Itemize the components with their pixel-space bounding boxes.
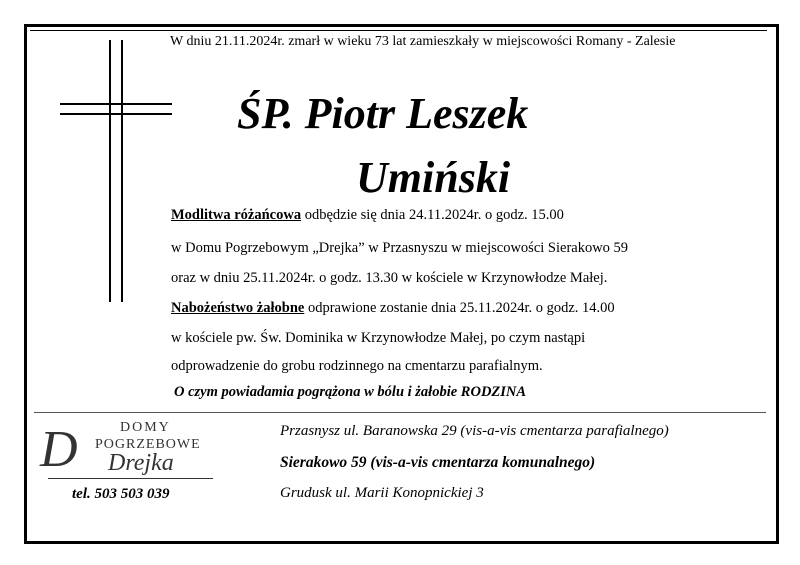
phone-number: tel. 503 503 039 [72,486,170,502]
rosary-heading: Modlitwa różańcowa [171,207,302,223]
body-line-6: odprowadzenie do grobu rodzinnego na cmentarzu parafialnym. [171,358,543,374]
service-heading: Nabożeństwo żałobne [171,300,305,316]
closing-line: O czym powiadamia pogrążona w bólu i żałobie RODZINA [174,384,527,400]
funeral-home-logo [40,418,220,488]
service-text: odprawione zostanie dnia 25.11.2024r. o godz. 14.00 [304,300,615,316]
logo-line-domy: DOMY [120,420,171,435]
death-notice-line: W dniu 21.11.2024r. zmarł w wieku 73 lat zamieszkały w miejscowości Romany - Zalesie [170,34,676,49]
deceased-name-line1: ŚP. Piotr Leszek [237,89,529,138]
address-sierakowo: Sierakowo 59 (vis-a-vis cmentarza komunalnego) [280,454,596,471]
logo-line-drejka: Drejka [108,450,174,476]
address-przasnysz: Przasnysz ul. Baranowska 29 (vis-a-vis cmentarza parafialnego) [280,423,669,439]
logo-initial: D [40,421,78,478]
body-line-2: w Domu Pogrzebowym „Drejka” w Przasnyszu w miejscowości Sierakowo 59 [171,240,629,256]
deceased-name-line2: Umiński [356,153,511,202]
service-line [171,300,615,317]
address-grudusk: Grudusk ul. Marii Konopnickiej 3 [280,485,484,501]
top-rule [30,30,767,31]
rosary-text: odbędzie się dnia 24.11.2024r. o godz. 15.00 [301,207,564,223]
body-line-3: oraz w dniu 25.11.2024r. o godz. 13.30 w kościele w Krzynowłodze Małej. [171,270,608,286]
body-line-5: w kościele pw. Św. Dominika w Krzynowłodze Małej, po czym nastąpi [171,330,586,346]
rosary-line [171,207,564,224]
logo-line-pogrzebowe: POGRZEBOWE [95,437,201,452]
logo-underline [48,478,213,479]
divider [34,412,766,413]
